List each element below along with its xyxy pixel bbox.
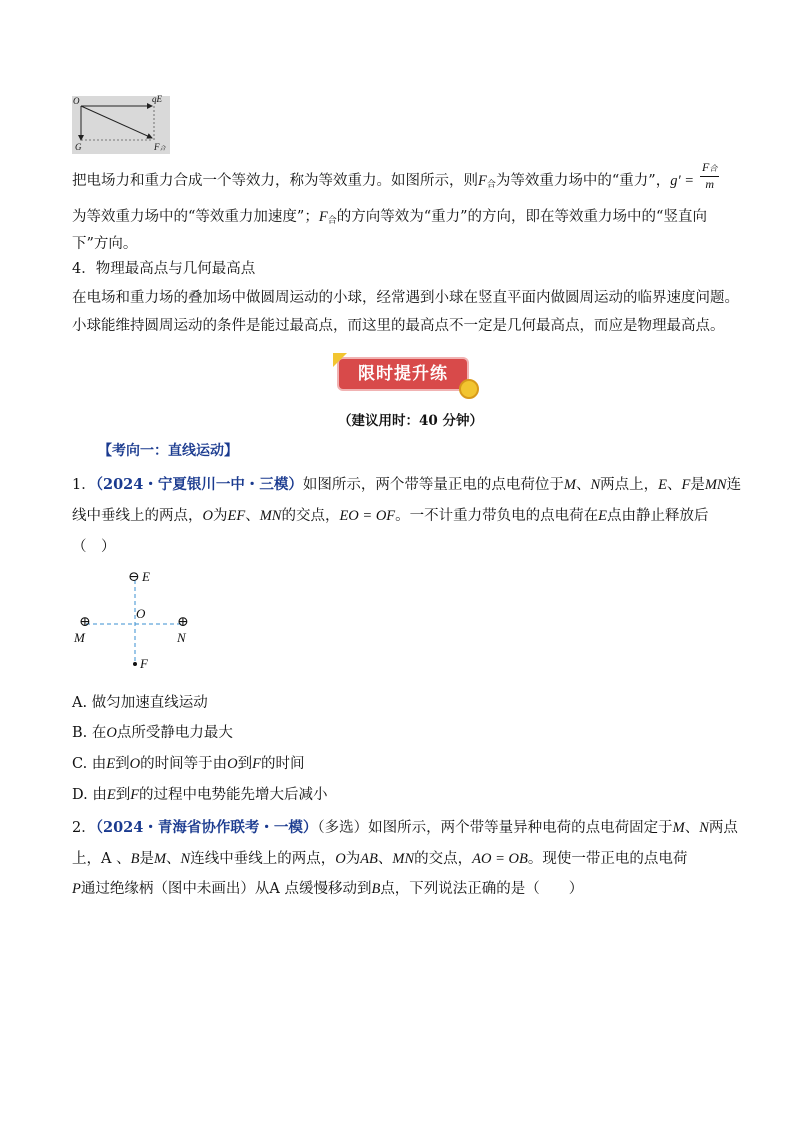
- g-fraction: $\frac{\text{F合}}{m}$: [702, 160, 718, 191]
- q1-option-d: D. 由E到F的过程中电势能先增大后减小: [72, 787, 328, 803]
- label-o: O: [136, 606, 146, 621]
- banner-title: 限时提升练: [339, 359, 467, 389]
- q1-option-c: C. 由E到O的时间等于由O到F的时间: [72, 756, 305, 772]
- f-vector: [81, 106, 152, 138]
- label-qe: qE: [152, 94, 162, 104]
- label-g: G: [75, 142, 82, 152]
- q2-line3: P通过绝缘柄（图中未画出）从A 点缓慢移动到B点，下列说法正确的是（ ）: [72, 881, 584, 897]
- para1-line1: 把电场力和重力合成一个等效力，称为等效重力。如图所示，则$F_合$为等效重力场中的“重力”，g′ =: [72, 173, 695, 190]
- practice-banner: [333, 353, 473, 395]
- label-f: F合: [154, 142, 166, 152]
- section4-line1: 在电场和重力场的叠加场中做圆周运动的小球，经常遇到小球在竖直平面内做圆周运动的临界速度问题。: [72, 290, 739, 306]
- charge-n-icon: ⊕: [177, 614, 189, 630]
- q1-line1: 1．（2024・宁夏银川一中・三模）如图所示，两个带等量正电的点电荷位于M、N两点上，E、F是MN连: [72, 476, 742, 493]
- charge-e-icon: ⊖: [128, 569, 140, 585]
- force-diagram: [72, 96, 170, 154]
- label-n: N: [177, 630, 186, 645]
- label-f: F: [140, 656, 148, 671]
- label-e: E: [142, 569, 150, 584]
- banner-corner-icon: [333, 353, 347, 367]
- time-hint: （建议用时：40 分钟）: [338, 413, 483, 429]
- q2-line2: 上，A 、B是M、N连线中垂线上的两点，O为AB、MN的交点，AO = OB。现使一带正电的点电荷: [72, 851, 688, 867]
- q1-blank: （ ）: [72, 539, 116, 555]
- point-f-dot: [133, 662, 137, 666]
- para1-line2: 为等效重力场中的“等效重力加速度”；$F_合$的方向等效为“重力”的方向，即在等效重力场中的“竖直向: [72, 209, 707, 226]
- banner-coin-icon: [459, 379, 479, 399]
- section4-line2: 小球能维持圆周运动的条件是能过最高点，而这里的最高点不一定是几何最高点，而应是物理最高点。: [72, 318, 725, 334]
- topic-heading: 【考向一：直线运动】: [98, 443, 238, 459]
- q1-charge-diagram: [70, 566, 200, 678]
- section4-heading: 4．物理最高点与几何最高点: [72, 261, 256, 277]
- label-m: M: [74, 630, 85, 645]
- label-o: O: [73, 96, 80, 106]
- q2-line1: 2．（2024・青海省协作联考・一模）（多选）如图所示，两个带等量异种电荷的点电荷固定于M、N两点: [72, 819, 738, 836]
- q1-option-b: B. 在O点所受静电力最大: [72, 725, 233, 741]
- charge-m-icon: ⊕: [79, 614, 91, 630]
- q1-option-a: A. 做匀加速直线运动: [72, 695, 208, 711]
- para1-line3: 下”方向。: [72, 236, 138, 252]
- q1-line2: 线中垂线上的两点，O为EF、MN的交点，EO = OF。一不计重力带负电的点电荷在E点由静止释放后: [72, 508, 709, 524]
